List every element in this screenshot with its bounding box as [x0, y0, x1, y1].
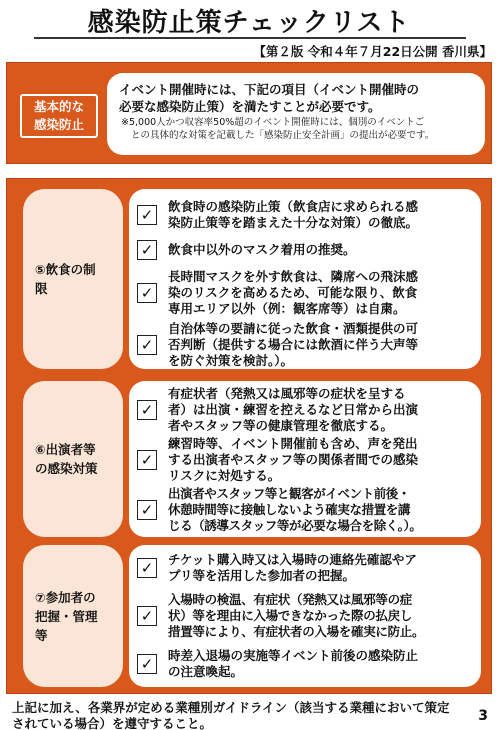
checkbox[interactable]: ✓ [137, 283, 157, 303]
section-label-line: 等 [35, 627, 48, 643]
checklist-item [137, 591, 473, 641]
checklist-item-text [168, 436, 418, 484]
item-line: 染防止策等を踏まえた十分な対策）の徹底。 [168, 215, 419, 230]
section-items [129, 545, 481, 687]
section-items [129, 189, 481, 369]
basic-main-text [119, 81, 475, 115]
basic-note-line: ※5,000人かつ収容率50%超のイベント開催時には、個別のイベントご [121, 117, 425, 128]
checkbox[interactable]: ✓ [137, 654, 157, 674]
section-items [129, 381, 481, 537]
checklist-item [137, 647, 473, 681]
item-line: 者）は出演・練習を控えるなど日常から出演 [168, 402, 419, 417]
item-line: 措置等により、有症状者の入場を確実に防止。 [168, 624, 425, 639]
checklist-item-text [168, 386, 418, 434]
checkbox[interactable]: ✓ [137, 335, 157, 355]
item-line: 有症状者（発熱又は風邪等の症状を呈する [168, 386, 406, 401]
checklist-item [137, 239, 473, 261]
section-label [23, 545, 123, 687]
item-line: 否判断（提供する場合には飲酒に伴う大声等 [168, 337, 419, 352]
checkbox[interactable]: ✓ [137, 606, 157, 626]
basic-prevention-label [20, 94, 98, 138]
basic-label-line: 感染防止 [33, 117, 84, 132]
item-line: 専用エリア以外（例：観客席等）は自粛。 [168, 301, 406, 316]
section-label-line: 把握・管理 [35, 608, 98, 624]
version-note: 【第２版 令和４年７月22日公開 香川県】 [253, 44, 492, 59]
checklist-item-text [168, 592, 424, 640]
item-line: 状）等を理由に入場できなかった際の払戻し [168, 608, 413, 623]
checklist-item [137, 268, 473, 318]
checkbox[interactable]: ✓ [137, 400, 157, 420]
footer-line: 上記に加え、各業界が定める業種別ガイドライン（該当する業種において策定 [12, 700, 450, 715]
item-line: プリ等を活用した参加者の把握。 [168, 568, 356, 583]
section-label [23, 381, 123, 537]
basic-prevention-content [107, 73, 485, 155]
item-line: 染のリスクを高めるため、可能な限り、飲食 [168, 285, 418, 300]
item-line: する出演者やスタッフ等の関係者間での感染 [168, 452, 419, 467]
item-line: を防ぐ対策を検討。）。 [168, 353, 294, 368]
checklist-item-text [168, 648, 418, 680]
checklist-item-text [168, 486, 421, 534]
footer-line: されている場合）を遵守すること。 [12, 716, 213, 730]
section-performer-measures [17, 381, 483, 537]
basic-main-line: 必要な感染防止策）を満たすことが必要です。 [119, 99, 381, 114]
basic-prevention-panel [6, 62, 492, 164]
item-line: じる（誘導スタッフ等が必要な場合を除く。）。 [168, 518, 422, 533]
section-label-line: の感染対策 [35, 461, 98, 476]
checklist-item [137, 321, 473, 369]
item-line: チケット購入時又は入場時の連絡先確認やア [168, 552, 417, 567]
section-label [23, 189, 123, 369]
item-line: リスクに対処する。 [168, 468, 281, 483]
title-underline [34, 37, 466, 39]
section-label-line: 限 [35, 281, 48, 296]
section-label-line: ⑥出演者等 [35, 442, 96, 457]
item-line: 自治体等の要請に従った飲食・酒類提供の可 [168, 321, 419, 336]
checklist-panel [6, 178, 492, 694]
checklist-item [137, 385, 473, 435]
checklist-item-text [168, 269, 418, 317]
checklist-item-text [168, 552, 417, 584]
section-food-restriction [17, 189, 483, 369]
item-line: 入場時の検温、有症状（発熱又は風邪等の症 [168, 592, 413, 607]
footer-note [12, 700, 478, 730]
checklist-item [137, 485, 473, 535]
section-label-line: ⑦参加者の [35, 589, 96, 605]
item-line: 出演者やスタッフ等と観客がイベント前後・ [168, 486, 411, 501]
checklist-item [137, 435, 473, 485]
checkbox[interactable]: ✓ [137, 500, 157, 520]
checkbox[interactable]: ✓ [137, 450, 157, 470]
checklist-item-text [168, 199, 418, 231]
checkbox[interactable]: ✓ [137, 240, 157, 260]
item-line: 飲食中以外のマスク着用の推奨。 [168, 242, 356, 257]
item-line: 時差入退場の実施等イベント前後の感染防止 [168, 648, 419, 663]
checklist-item [137, 197, 473, 233]
section-participant-management [17, 545, 483, 687]
item-line: 飲食時の感染防止策（飲食店に求められる感 [168, 199, 419, 214]
basic-note-line: との具体的な対策を記載した「感染防止安全計画」の提出が必要です。 [131, 130, 435, 141]
item-line: 長時間マスクを外す飲食は、隣席への飛沫感 [168, 269, 419, 284]
basic-label-line: 基本的な [33, 99, 84, 114]
checkbox[interactable]: ✓ [137, 205, 157, 225]
checklist-item-text [168, 242, 356, 258]
section-label-line: ⑤飲食の制 [35, 262, 96, 277]
item-line: 練習時等、イベント開催前も含め、声を発出 [168, 436, 418, 451]
checklist-item [137, 551, 473, 585]
item-line: 者やスタッフ等の健康管理を徹底する。 [168, 418, 394, 433]
checkbox[interactable]: ✓ [137, 558, 157, 578]
item-line: の注意喚起。 [168, 664, 244, 679]
item-line: 休憩時間等に接触しないよう確実な措置を講 [168, 502, 411, 517]
checklist-item-text [168, 321, 418, 369]
page-title: 感染防止策チェックリスト [87, 8, 411, 38]
page-number: 3 [478, 708, 488, 724]
basic-note-text [119, 116, 475, 142]
basic-main-line: イベント開催時には、下記の項目（イベント開催時の [119, 82, 420, 97]
